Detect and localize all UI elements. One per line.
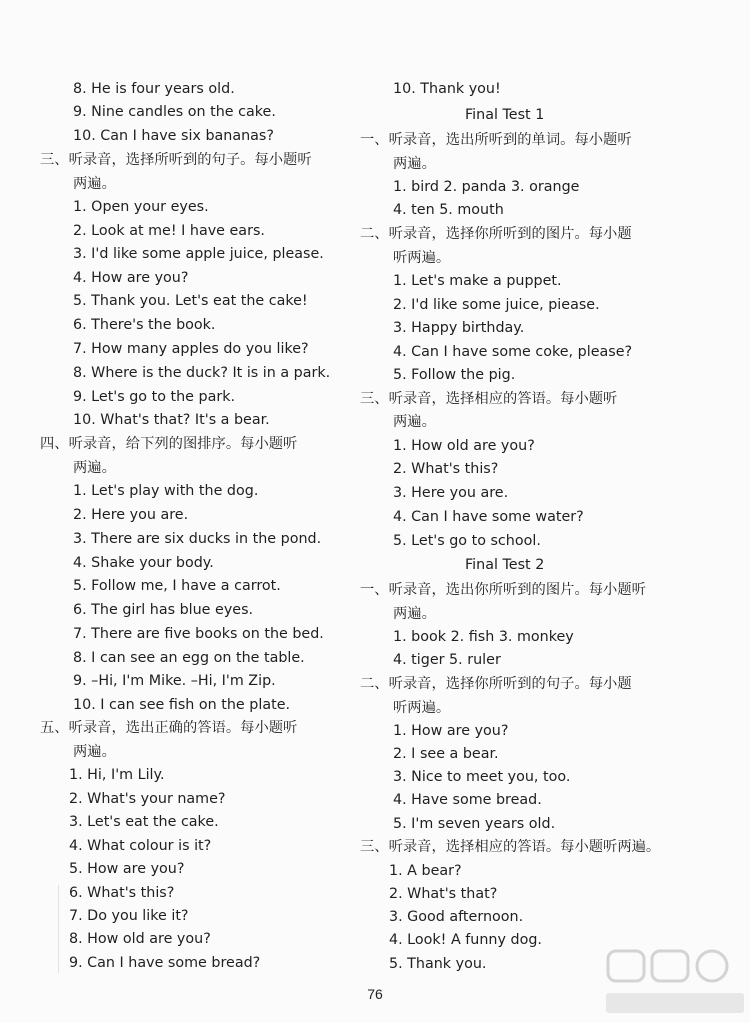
answer-line: 4. Can I have some coke, please? — [393, 344, 633, 360]
answer-line: 4. Shake your body. — [73, 555, 214, 571]
answer-line: 3. Nice to meet you, too. — [393, 769, 571, 785]
answer-line: 1. How are you? — [393, 723, 509, 739]
answer-line: 听两遍。 — [393, 250, 451, 266]
section-title: Final Test 2 — [465, 557, 545, 573]
answer-line: 两遍。 — [73, 460, 116, 476]
answer-line: 1. bird 2. panda 3. orange — [393, 179, 580, 195]
question-heading: 三、听录音，选择相应的答语。每小题听 — [360, 391, 618, 407]
answer-line: 4. Can I have some water? — [393, 509, 584, 525]
answer-line: 1. Open your eyes. — [73, 199, 209, 215]
answer-line: 7. How many apples do you like? — [73, 341, 309, 357]
scan-edge-mark — [58, 885, 79, 973]
watermark-logo — [600, 945, 750, 1023]
answer-line: 2. I see a bear. — [393, 746, 499, 762]
answer-line: 9. Nine candles on the cake. — [73, 104, 276, 120]
answer-line: 9. Can I have some bread? — [69, 955, 261, 971]
question-heading: 一、听录音，选出所听到的单词。每小题听 — [360, 132, 632, 148]
question-heading: 二、听录音，选择你所听到的图片。每小题 — [360, 226, 632, 242]
answer-line: 4. Look! A funny dog. — [389, 932, 542, 948]
answer-line: 两遍。 — [73, 744, 116, 760]
answer-line: 2. What's that? — [389, 886, 498, 902]
answer-line: 两遍。 — [393, 606, 436, 622]
answer-line: 1. A bear? — [389, 863, 462, 879]
answer-line: 两遍。 — [393, 414, 436, 430]
answer-line: 2. What's your name? — [69, 791, 226, 807]
answer-line: 5. How are you? — [69, 861, 185, 877]
answer-line: 5. I'm seven years old. — [393, 816, 556, 832]
answer-line: 5. Let's go to school. — [393, 533, 541, 549]
answer-line: 4. How are you? — [73, 270, 189, 286]
answer-line: 5. Thank you. Let's eat the cake! — [73, 293, 308, 309]
answer-line: 两遍。 — [393, 156, 436, 172]
answer-line: 10. Can I have six bananas? — [73, 128, 274, 144]
page-number: 76 — [367, 986, 383, 1002]
answer-line: 听两遍。 — [393, 700, 451, 716]
answer-line: 4. Have some bread. — [393, 792, 542, 808]
question-heading: 二、听录音，选择你所听到的句子。每小题 — [360, 676, 632, 692]
section-title: Final Test 1 — [465, 107, 545, 123]
answer-line: 3. Let's eat the cake. — [69, 814, 219, 830]
answer-line: 3. There are six ducks in the pond. — [73, 531, 322, 547]
answer-line: 8. Where is the duck? It is in a park. — [73, 365, 331, 381]
answer-line: 5. Follow the pig. — [393, 367, 516, 383]
answer-line: 5. Thank you. — [389, 956, 487, 972]
answer-line: 3. I'd like some apple juice, please. — [73, 246, 324, 262]
answer-line: 8. He is four years old. — [73, 81, 235, 97]
answer-line: 4. What colour is it? — [69, 838, 212, 854]
answer-line: 7. Do you like it? — [69, 908, 189, 924]
answer-line: 4. tiger 5. ruler — [393, 652, 501, 668]
answer-line: 2. Look at me! I have ears. — [73, 223, 265, 239]
answer-line: 6. What's this? — [69, 885, 175, 901]
answer-line: 1. Hi, I'm Lily. — [69, 767, 165, 783]
answer-line: 8. How old are you? — [69, 931, 211, 947]
answer-line: 1. book 2. fish 3. monkey — [393, 629, 574, 645]
answer-line: 7. There are five books on the bed. — [73, 626, 324, 642]
answer-line: 6. The girl has blue eyes. — [73, 602, 254, 618]
answer-line: 10. I can see fish on the plate. — [73, 697, 291, 713]
answer-line: 2. Here you are. — [73, 507, 189, 523]
answer-line: 1. Let's play with the dog. — [73, 483, 259, 499]
answer-line: 2. What's this? — [393, 461, 499, 477]
answer-line: 10. Thank you! — [393, 81, 501, 97]
question-heading: 一、听录音，选出你所听到的图片。每小题听 — [360, 582, 646, 598]
answer-line: 1. How old are you? — [393, 438, 535, 454]
answer-line: 10. What's that? It's a bear. — [73, 412, 270, 428]
question-heading: 四、听录音，给下列的图排序。每小题听 — [40, 436, 298, 452]
answer-line: 6. There's the book. — [73, 317, 216, 333]
answer-line: 5. Follow me, I have a carrot. — [73, 578, 281, 594]
question-heading: 五、听录音，选出正确的答语。每小题听 — [40, 720, 298, 736]
answer-line: 2. I'd like some juice, piease. — [393, 297, 600, 313]
answer-line: 3. Good afternoon. — [389, 909, 524, 925]
answer-line: 1. Let's make a puppet. — [393, 273, 562, 289]
answer-line: 两遍。 — [73, 176, 116, 192]
question-heading: 三、听录音，选择相应的答语。每小题听两遍。 — [360, 839, 661, 855]
answer-line: 4. ten 5. mouth — [393, 202, 504, 218]
question-heading: 三、听录音，选择所听到的句子。每小题听 — [40, 152, 312, 168]
answer-line: 9. Let's go to the park. — [73, 389, 236, 405]
answer-line: 3. Here you are. — [393, 485, 509, 501]
answer-line: 9. –Hi, I'm Mike. –Hi, I'm Zip. — [73, 673, 276, 689]
answer-line: 8. I can see an egg on the table. — [73, 650, 305, 666]
answer-line: 3. Happy birthday. — [393, 320, 525, 336]
